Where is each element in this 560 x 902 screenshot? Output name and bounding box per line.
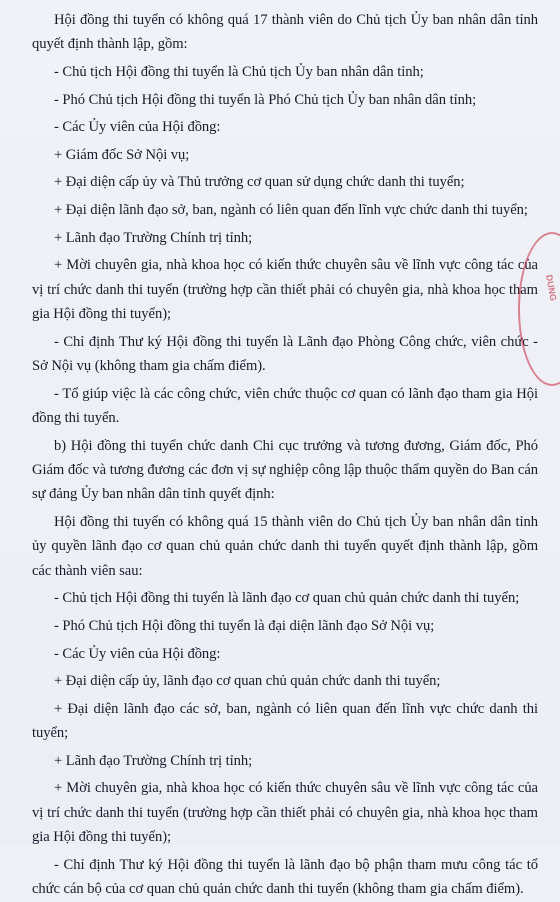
paragraph-b-members-heading: - Các Ủy viên của Hội đồng: [54,645,221,662]
paragraph-council-17-members: Hội đồng thi tuyển có không quá 17 thành viên do Chủ tịch Ủy ban nhân dân tỉnh quyết định thành lập, gồm: [32,12,538,53]
paragraph-council-15-members: Hội đồng thi tuyển có không quá 15 thành viên do Chủ tịch Ủy ban nhân dân tỉnh ủy quyền lãnh đạo cơ quan chủ quản chức danh thi tuyển quyết định thành lập, gồm các thành viên sau: [32,513,538,579]
paragraph-vice-chairman: - Phó Chủ tịch Hội đồng thi tuyển là Phó Chủ tịch Ủy ban nhân dân tỉnh; [54,91,477,108]
paragraph-section-b: b) Hội đồng thi tuyển chức danh Chi cục trưởng và tương đương, Giám đốc, Phó Giám đốc và tương đương các đơn vị sự nghiệp công lập thuộc thẩm quyền do Ban cán sự đảng Ủy ban nhân dân tỉnh quyết định: [32,437,538,503]
paragraph-member-political-school: + Lãnh đạo Trường Chính trị tỉnh; [54,229,253,246]
paragraph-b-chairman: - Chủ tịch Hội đồng thi tuyển là lãnh đạo cơ quan chủ quản chức danh thi tuyển; [54,590,520,607]
paragraph-support-team: - Tổ giúp việc là các công chức, viên chức thuộc cơ quan có lãnh đạo tham gia Hội đồng thi tuyển. [32,385,538,426]
paragraph-b-member-political-school: + Lãnh đạo Trường Chính trị tỉnh; [54,752,253,769]
paragraph-b-member-departments: + Đại diện lãnh đạo các sở, ban, ngành có liên quan đến lĩnh vực chức danh thi tuyển; [32,700,538,742]
paragraph-member-home-affairs: + Giám đốc Sở Nội vụ; [54,146,190,163]
paragraph-b-member-party-committee: + Đại diện cấp ủy, lãnh đạo cơ quan chủ quản chức danh thi tuyển; [54,673,441,690]
paragraph-member-departments: + Đại diện lãnh đạo sở, ban, ngành có liên quan đến lĩnh vực chức danh thi tuyển; [54,201,528,218]
paragraph-b-member-experts: + Mời chuyên gia, nhà khoa học có kiến thức chuyên sâu về lĩnh vực công tác của vị trí chức danh thi tuyển (trường hợp cần thiết phải có chuyên gia, nhà khoa học tham gia Hội đồng thi tuyển); [32,780,538,846]
paragraph-members-heading: - Các Ủy viên của Hội đồng: [54,119,221,136]
paragraph-chairman: - Chủ tịch Hội đồng thi tuyển là Chủ tịch Ủy ban nhân dân tỉnh; [54,64,424,80]
paragraph-b-secretary: - Chỉ định Thư ký Hội đồng thi tuyển là lãnh đạo bộ phận tham mưu công tác tổ chức cán bộ của cơ quan chủ quản chức danh thi tuyển (không tham gia chấm điểm). [32,856,538,898]
paragraph-b-vice-chairman: - Phó Chủ tịch Hội đồng thi tuyển là đại diện lãnh đạo Sở Nội vụ; [54,617,435,634]
paragraph-secretary: - Chỉ định Thư ký Hội đồng thi tuyển là Lãnh đạo Phòng Công chức, viên chức - Sở Nội vụ (không tham gia chấm điểm). [32,333,538,374]
paragraph-member-party-committee: + Đại diện cấp ủy và Thủ trưởng cơ quan sử dụng chức danh thi tuyển; [54,174,465,191]
red-seal-text: DUNG [543,273,558,302]
paragraph-member-experts: + Mời chuyên gia, nhà khoa học có kiến thức chuyên sâu về lĩnh vực công tác của vị trí chức danh thi tuyển (trường hợp cần thiết phải có chuyên gia, nhà khoa học tham gia Hội đồng thi tuyển); [32,257,538,322]
